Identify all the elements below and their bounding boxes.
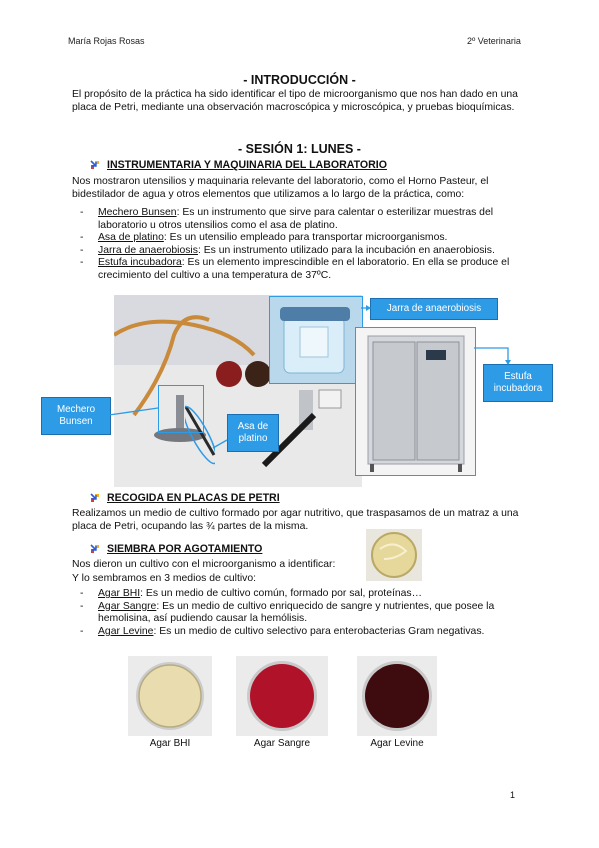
- plate-caption-levine: Agar Levine: [370, 738, 424, 749]
- callout-asa-platino: Asa de platino: [227, 414, 279, 452]
- list-item: - Agar BHI: Es un medio de cultivo común, formado por sal, proteínas…: [80, 588, 422, 599]
- colorful-arrow-bullet-icon: [90, 544, 100, 554]
- agar-bhi-plate-photo: [128, 656, 212, 736]
- petri-culture-photo: [366, 529, 422, 581]
- list-item: - Estufa incubadora: Es un elemento imprescindible en el laboratorio. En ella se produce el crecimiento del cultivo a una temperatura de 37ºC.: [80, 257, 510, 281]
- list-item: - Mechero Bunsen: Es un instrumento que sirve para calentar o esterilizar muestras del laboratorio u otros utensilios como el asa de platino.: [80, 207, 494, 231]
- agar-sangre-plate-photo: [236, 656, 328, 736]
- culture-media-list: [72, 588, 527, 638]
- list-item: - Jarra de anaerobiosis: Es un instrumento utilizado para la incubación en anaerobiosis.: [80, 244, 495, 256]
- header-author: María Rojas Rosas: [68, 36, 145, 46]
- section-heading-recogida: RECOGIDA EN PLACAS DE PETRI: [107, 492, 280, 504]
- callout-jarra-anaerobiosis: Jarra de anaerobiosis: [370, 298, 498, 320]
- header-course: 2º Veterinaria: [467, 36, 521, 46]
- list-item: - Agar Levine: Es un medio de cultivo selectivo para enterobacterias Gram negativas.: [80, 625, 485, 637]
- plate-caption-sangre: Agar Sangre: [253, 738, 311, 749]
- intro-title: - INTRODUCCIÓN -: [243, 73, 356, 87]
- list-item: - Asa de platino: Es un utensilio empleado para transportar microorganismos.: [80, 232, 448, 244]
- callout-mechero-bunsen: Mechero Bunsen: [41, 397, 111, 435]
- section-text-recogida: Realizamos un medio de cultivo formado por agar nutritivo, que traspasamos de un matraz a una placa de Petri, ocupando las ¾ partes de la misma.: [72, 508, 519, 532]
- intro-text: El propósito de la práctica ha sido identificar el tipo de microorganismo que nos han dado en una placa de Petri, mediante una observación macroscópica y microscópica, y pruebas bioquímicas.: [72, 89, 518, 113]
- siembra-line-2: Y lo sembramos en 3 medios de cultivo:: [72, 573, 257, 584]
- list-item: - Agar Sangre: Es un medio de cultivo enriquecido de sangre y nutrientes, que posee la hemolisina, así pudiendo causar la hemólisis.: [80, 600, 495, 625]
- callout-estufa-incubadora: Estufa incubadora: [483, 364, 553, 402]
- colorful-arrow-bullet-icon: [90, 493, 100, 503]
- section-heading-instrumentaria: INSTRUMENTARIA Y MAQUINARIA DEL LABORATORIO: [107, 159, 387, 171]
- agar-levine-plate-photo: [357, 656, 437, 736]
- siembra-line-1: Nos dieron un cultivo con el microorganismo a identificar:: [72, 559, 336, 570]
- plate-caption-bhi: Agar BHI: [149, 738, 191, 749]
- session-title: - SESIÓN 1: LUNES -: [238, 142, 361, 156]
- section-heading-siembra: SIEMBRA POR AGOTAMIENTO: [107, 543, 263, 555]
- section-text-instrumentaria: Nos mostraron utensilios y maquinaria relevante del laboratorio, como el Horno Pasteur, el bidestilador de agua y otros elementos que utilizamos a lo largo de la práctica, como:: [72, 176, 489, 200]
- page-number: 1: [510, 790, 516, 800]
